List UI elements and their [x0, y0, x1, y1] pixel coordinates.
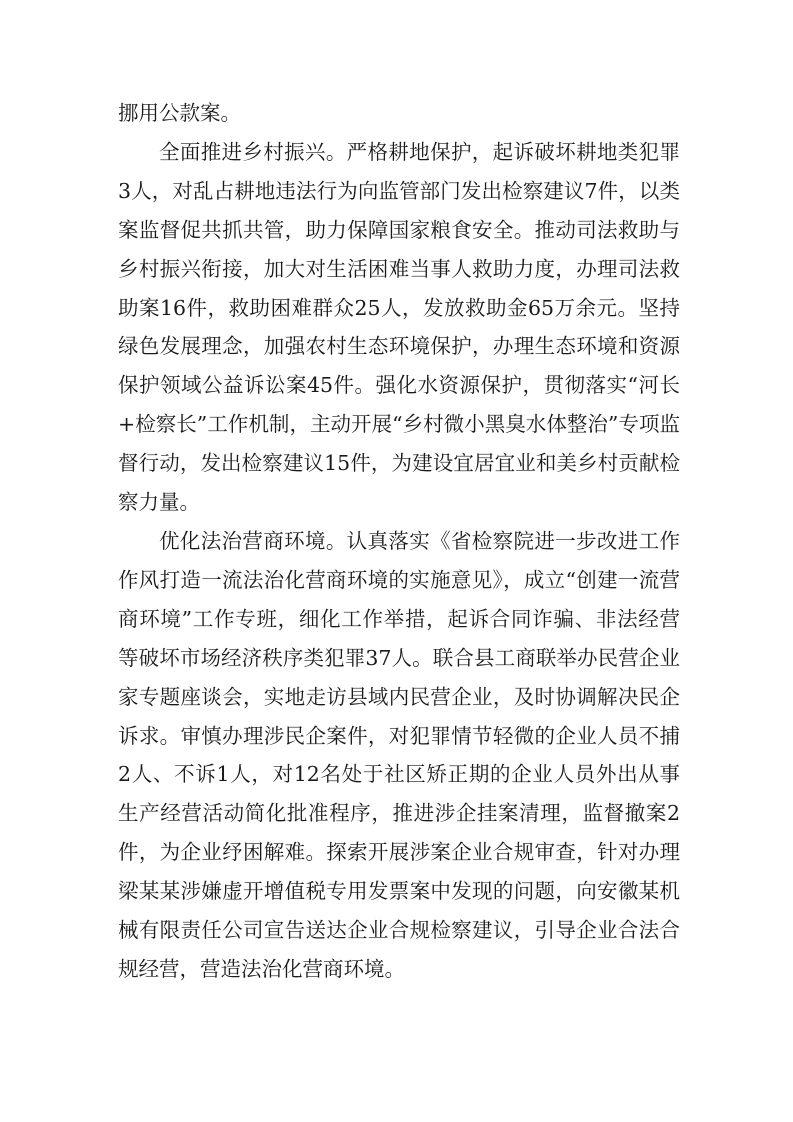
paragraph-business-environment: 优化法治营商环境。认真落实《省检察院进一步改进工作作风打造一流法治化营商环境的实施意见》，成立“创建一流营商环境”工作专班，细化工作举措，起诉合同诈骗、非法经营等破坏市场经济秩序类犯罪37人。联合县工商联举办民营企业家专题座谈会，实地走访县域内民营企业，及时协调解决民企诉求。审慎办理涉民企案件，对犯罪情节轻微的企业人员不捕2人、不诉1人，对12名处于社区矫正期的企业人员外出从事生产经营活动简化批准程序，推进涉企挂案清理，监督撤案2件，为企业纾困解难。探索开展涉案企业合规审查，针对办理梁某某涉嫌虚开增值税专用发票案中发现的问题，向安徽某机械有限责任公司宣告送达企业合规检察建议，引导企业合法合规经营，营造法治化营商环境。 — [118, 528, 680, 981]
paragraph-rural-revitalization: 全面推进乡村振兴。严格耕地保护，起诉破坏耕地类犯罪3人，对乱占耕地违法行为向监管部门发出检察建议7件，以类案监督促共抓共管，助力保障国家粮食安全。推动司法救助与乡村振兴衔接，加大对生活困难当事人救助力度，办理司法救助案16件，救助困难群众25人，发放救助金65万余元。坚持绿色发展理念，加强农村生态环境保护，办理生态环境和资源保护领域公益诉讼案45件。强化水资源保护，贯彻落实“河长+检察长”工作机制，主动开展“乡村微小黑臭水体整治”专项监督行动，发出检察建议15件，为建设宜居宜业和美乡村贡献检察力量。 — [118, 139, 680, 515]
document-body — [118, 94, 680, 989]
paragraph-continuation: 挪用公款案。 — [118, 101, 241, 125]
